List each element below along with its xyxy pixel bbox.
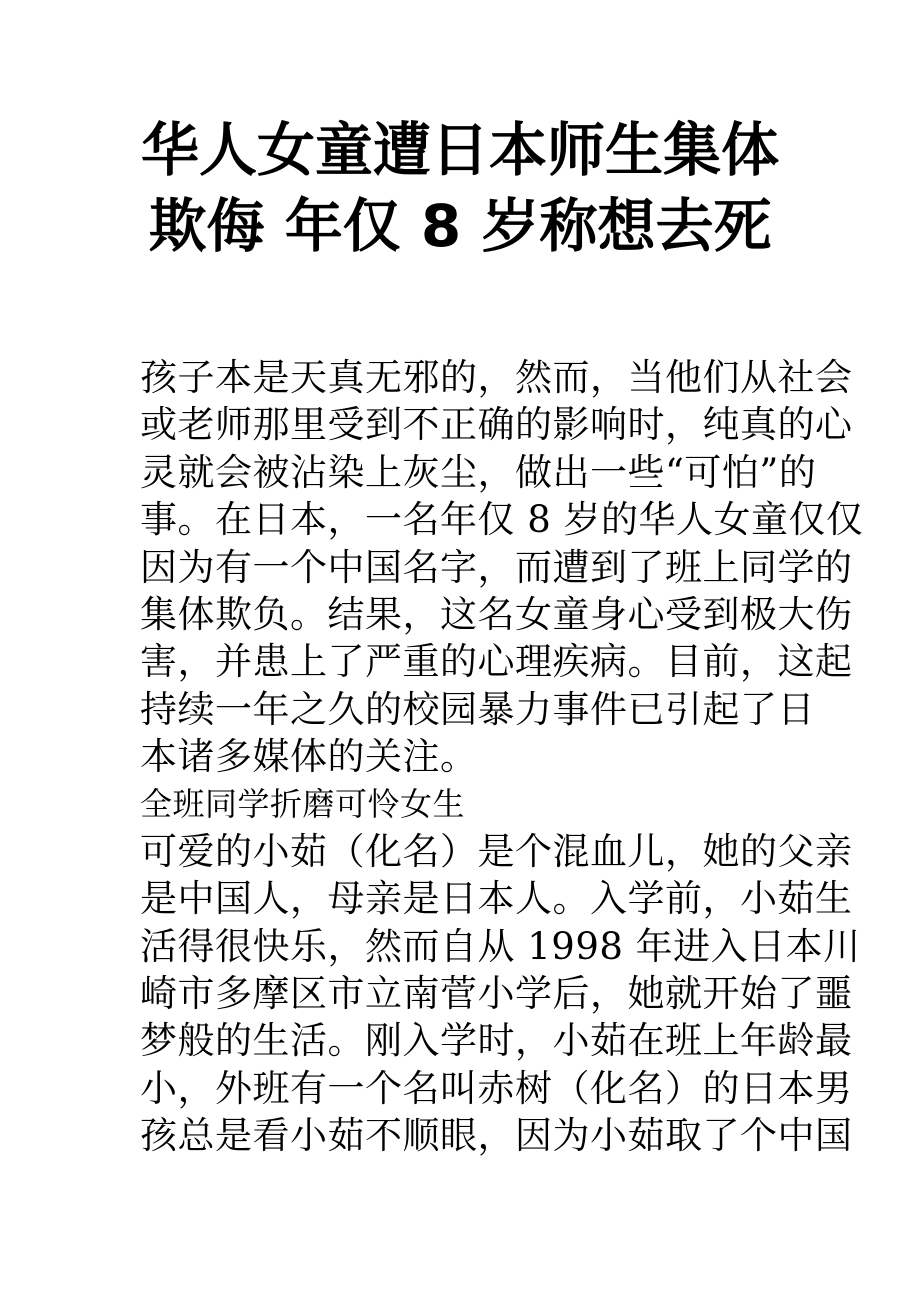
text-line: 是中国人，母亲是日本人。入学前，小茹生 — [140, 877, 853, 921]
text-line: 集体欺负。结果，这名女童身心受到极大伤 — [140, 592, 853, 636]
document-title — [120, 112, 800, 264]
title-line: 华人女童遭日本师生集体 — [140, 116, 779, 184]
text-line: 害，并患上了严重的心理疾病。目前，这起 — [140, 640, 853, 684]
text-line: 小，外班有一个名叫赤树（化名）的日本男 — [140, 1066, 853, 1110]
text-line: 崎市多摩区市立南菅小学后，她就开始了噩 — [140, 972, 853, 1016]
text-line: 梦般的生活。刚入学时，小茹在班上年龄最 — [140, 1019, 853, 1063]
text-line: 本诸多媒体的关注。 — [140, 735, 478, 779]
text-line: 灵就会被沾染上灰尘，做出一些“可怕”的 — [140, 450, 817, 494]
text-line: 孩子本是天真无邪的，然而，当他们从社会 — [140, 356, 853, 399]
paragraph-intro — [140, 354, 864, 781]
text-line: 因为有一个中国名字，而遭到了班上同学的 — [140, 545, 853, 589]
text-line: 可爱的小茹（化名）是个混血儿，她的父亲 — [140, 829, 853, 873]
text-line: 持续一年之久的校园暴力事件已引起了日 — [140, 687, 815, 731]
text-line: 活得很快乐，然而自从 1998 年进入日本川 — [140, 924, 861, 968]
section-subheading: 全班同学折磨可怜女生 — [140, 784, 466, 823]
title-line: 欺侮 年仅 8 岁称想去死 — [148, 192, 772, 260]
paragraph-story — [140, 828, 861, 1160]
article-body — [140, 354, 864, 1160]
text-line: 或老师那里受到不正确的影响时，纯真的心 — [140, 403, 853, 447]
text-line: 事。在日本，一名年仅 8 岁的华人女童仅仅 — [140, 498, 864, 542]
text-line: 孩总是看小茹不顺眼，因为小茹取了个中国 — [140, 1114, 853, 1158]
